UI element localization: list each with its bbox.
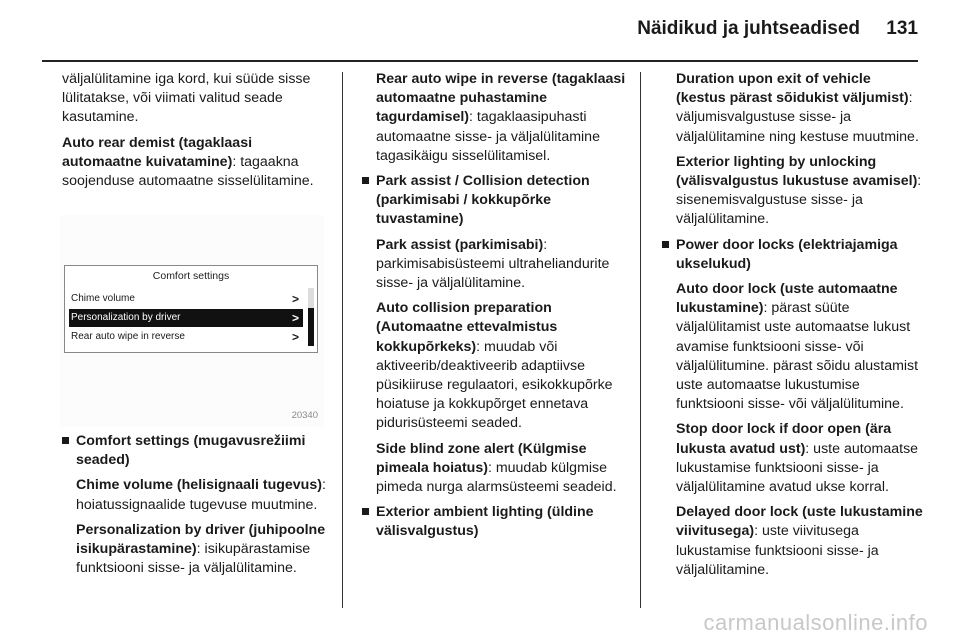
bullet-title: Park assist / Collision detection (parkimisabi / kokkupõrke tuvastamine): [376, 173, 590, 228]
bullet-exterior-lighting: [362, 503, 632, 541]
wipe-paragraph: [362, 70, 632, 166]
demist-title: Auto rear demist (tagaklaasi automaatne kuivatamine): [62, 134, 253, 170]
column-3: [662, 70, 924, 586]
delayed-lock-text: : uste viivitusega lukustamise funktsiooni sisse- ja väljalülitamine.: [676, 523, 879, 578]
unlock-lighting-paragraph: [662, 153, 924, 230]
column-divider-1: [342, 72, 343, 608]
column-1: [62, 70, 330, 197]
bullet-park-assist: [362, 172, 632, 230]
figure-number: 20340: [291, 410, 318, 421]
bullet-comfort-settings: [62, 432, 330, 470]
delayed-lock-paragraph: [662, 503, 924, 580]
stop-lock-paragraph: [662, 420, 924, 497]
auto-lock-title: Auto door lock (uste automaatne lukustamine): [676, 281, 898, 317]
screen-title: Comfort settings: [152, 270, 230, 282]
demist-text: : tagaakna soojenduse automaatne sisselülitamine.: [62, 153, 314, 190]
stop-lock-text: : uste automaatse lukustamise funktsiooni sisse- ja väljalülitamine avatud ukse korral.: [676, 440, 919, 496]
column-1-lower: [62, 432, 330, 584]
page-title: Näidikud ja juhtseadised: [637, 18, 860, 39]
collision-title: Auto collision preparation (Automaatne ettevalmistus kokkupõrkeks): [376, 300, 558, 355]
park-title: Park assist (parkimisabi): [376, 236, 544, 253]
duration-text: : väljumisvalgustuse sisse- ja väljalülitamine ning kestuse muutmine.: [676, 90, 919, 145]
wipe-title: Rear auto wipe in reverse (tagaklaasi automaatne puhastamine tagurdamisel): [376, 71, 626, 126]
menu-item-label: Personalization by driver: [71, 312, 181, 323]
duration-title: Duration upon exit of vehicle (kestus pärast sõidukist väljumist): [676, 71, 909, 107]
menu-item-chime-volume[interactable]: [69, 290, 303, 308]
personalization-title: Personalization by driver (juhipoolne isikupärastamine): [76, 521, 326, 558]
bullet-square-icon: [62, 437, 69, 444]
collision-text: : muudab või aktiveerib/deaktiveerib adaptiivse püsikiiruse regulaatori, esikokkupõrke hoiatuse ja kokkupõrget ennetava pidurisüsteemi seaded.: [376, 338, 613, 432]
bullet-title: Comfort settings (mugavusrežiimi seaded): [76, 433, 306, 469]
wipe-text: : tagaklaasipuhasti automaatne sisse- ja väljalülitamine tagasikäigu sisselülitamisel.: [376, 109, 600, 164]
bullet-title: Power door locks (elektriajamiga ukselukud): [676, 236, 898, 272]
column-divider-2: [640, 72, 641, 608]
bullet-power-door-locks: [662, 236, 924, 274]
collision-paragraph: [362, 299, 632, 433]
personalization-paragraph: [62, 521, 330, 579]
stop-lock-title: Stop door lock if door open (ära lukusta avatud ust): [676, 421, 892, 457]
duration-paragraph: [662, 70, 924, 147]
header-divider: [42, 60, 918, 62]
chime-title: Chime volume (helisignaali tugevus): [76, 477, 322, 494]
chevron-right-icon: >: [291, 311, 299, 325]
delayed-lock-title: Delayed door lock (uste lukustamine viivitusega): [676, 504, 923, 540]
auto-lock-text: : pärast süüte väljalülitamist uste automaatse lukust avamise funktsiooni sisse- või väljalülitumine. pärast sõidu alustamist uste automaatse lukustumise funktsiooni sisse- või väljalülitumine.: [676, 300, 919, 413]
menu-item-rear-wipe[interactable]: [69, 328, 303, 346]
page-header: [0, 18, 960, 46]
blind-zone-text: : muudab külgmise pimeda nurga alarmsüsteemi seadeid.: [376, 459, 617, 496]
chime-paragraph: [62, 476, 330, 514]
auto-lock-paragraph: [662, 280, 924, 414]
personalization-text: : isikupärastamise funktsiooni sisse- ja väljalülitamine.: [76, 541, 311, 577]
chevron-right-icon: >: [291, 292, 299, 306]
demist-paragraph: [62, 134, 330, 192]
watermark: carmanualsonline.info: [703, 610, 928, 635]
blind-zone-paragraph: [362, 440, 632, 498]
scrollbar[interactable]: [308, 288, 314, 346]
chevron-right-icon: >: [291, 330, 299, 344]
menu-item-personalization[interactable]: [69, 309, 303, 327]
bullet-square-icon: [662, 241, 669, 248]
unlock-lighting-title: Exterior lighting by unlocking (välisvalgustus lukustuse avamisel): [676, 153, 918, 190]
page-number: 131: [886, 18, 918, 39]
chime-text: : hoiatussignaalide tugevuse muutmine.: [76, 477, 326, 513]
scrollbar-thumb[interactable]: [308, 308, 314, 346]
bullet-square-icon: [362, 508, 369, 515]
park-text: : parkimisabisüsteemi ultraheliandurite sisse- ja väljalülitamine.: [376, 236, 610, 292]
park-paragraph: [362, 236, 632, 294]
column-2: [362, 70, 632, 548]
bullet-square-icon: [362, 177, 369, 184]
unlock-lighting-text: : sisenemisvalgustuse sisse- ja väljalülitamine.: [676, 173, 922, 228]
bullet-title: Exterior ambient lighting (üldine välisvalgustus): [376, 504, 594, 540]
comfort-settings-figure: [60, 215, 324, 427]
menu-item-label: Rear auto wipe in reverse: [71, 331, 185, 342]
display-screen: [64, 265, 318, 353]
intro-text: väljalülitamine iga kord, kui süüde sisse lülitatakse, või viimati valitud seade kasutamine.: [62, 71, 311, 126]
blind-zone-title: Side blind zone alert (Külgmise pimeala hoiatus): [376, 440, 587, 476]
menu-item-label: Chime volume: [71, 293, 135, 304]
